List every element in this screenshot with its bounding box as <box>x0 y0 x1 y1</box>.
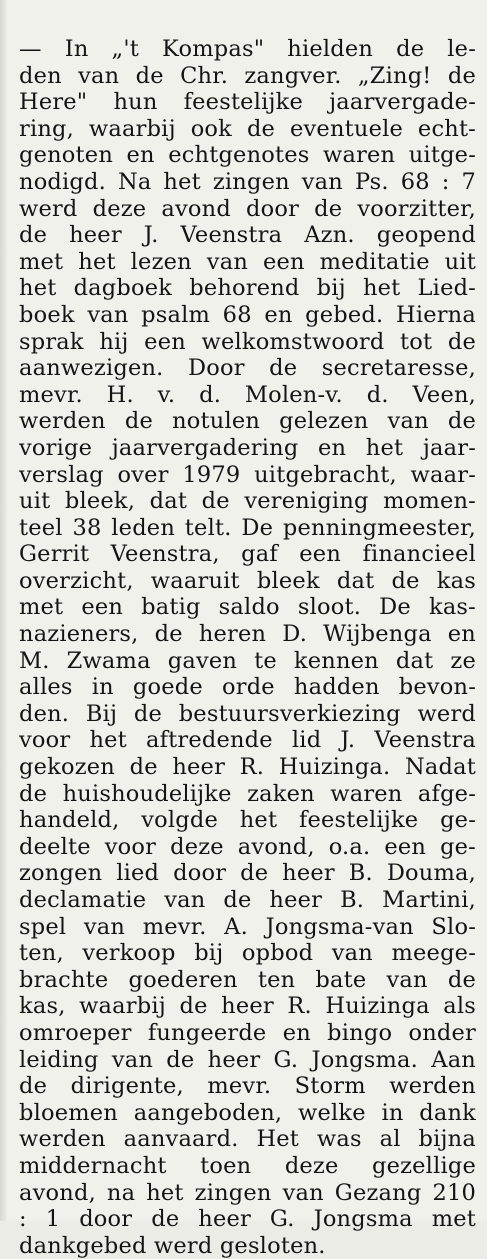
article-line: kas, waarbij de heer R. Huizinga als <box>19 993 476 1020</box>
article-line: genoten en echtgenotes waren uitge- <box>19 142 476 169</box>
article-body <box>19 36 476 1259</box>
article-line: middernacht toen deze gezellige <box>19 1152 476 1179</box>
article-line: vorige jaarvergadering en het jaar- <box>19 434 476 461</box>
article-line: de heer J. Veenstra Azn. geopend <box>19 222 476 249</box>
article-line: teel 38 leden telt. De penningmeester, <box>19 514 476 541</box>
article-line: M. Zwama gaven te kennen dat ze <box>19 647 476 674</box>
article-line: omroeper fungeerde en bingo onder <box>19 1019 476 1046</box>
article-line: de dirigente, mevr. Storm werden <box>19 1073 476 1100</box>
article-line: ring, waarbij ook de eventuele echt- <box>19 115 476 142</box>
article-line: met het lezen van een meditatie uit <box>19 248 476 275</box>
article-line: met een batig saldo sloot. De kas- <box>19 594 476 621</box>
article-line: voor het aftredende lid J. Veenstra <box>19 727 476 754</box>
article-line: zongen lied door de heer B. Douma, <box>19 860 476 887</box>
article-line: — In „'t Kompas" hielden de le- <box>19 36 476 62</box>
article-line: Gerrit Veenstra, gaf een financieel <box>19 541 476 568</box>
article-line: overzicht, waaruit bleek dat de kas <box>19 567 476 594</box>
article-line: nazieners, de heren D. Wijbenga en <box>19 621 476 648</box>
article-line: leiding van de heer G. Jongsma. Aan <box>19 1046 476 1073</box>
article-line: declamatie van de heer B. Martini, <box>19 887 476 913</box>
article-line: handeld, volgde het feestelijke ge- <box>19 807 476 834</box>
article-line: : 1 door de heer G. Jongsma met <box>19 1206 476 1233</box>
article-line: verslag over 1979 uitgebracht, waar- <box>19 461 476 488</box>
article-line: werden de notulen gelezen van de <box>19 408 476 435</box>
article-line: werd deze avond door de voorzitter, <box>19 195 476 222</box>
article-line: sprak hij een welkomstwoord tot de <box>19 328 476 355</box>
article-line: dankgebed werd gesloten. <box>19 1232 326 1259</box>
article-line: uit bleek, dat de vereniging momen- <box>19 488 476 515</box>
article-line: bloemen aangeboden, welke in dank <box>19 1099 476 1126</box>
article-line: brachte goederen ten bate van de <box>19 966 476 993</box>
article-line: den. Bij de bestuursverkiezing werd <box>19 700 476 727</box>
article-line: nodigd. Na het zingen van Ps. 68 : 7 <box>19 168 476 195</box>
article-line: ten, verkoop bij opbod van meege- <box>19 940 476 967</box>
article-line: de huishoudelijke zaken waren afge- <box>19 780 476 807</box>
article-line: spel van mevr. A. Jongsma-van Slo- <box>19 913 476 940</box>
article-line: werden aanvaard. Het was al bijna <box>19 1126 476 1153</box>
article-line: het dagboek behorend bij het Lied- <box>19 275 476 302</box>
article-line: alles in goede orde hadden bevon- <box>19 674 476 701</box>
article-line: aanwezigen. Door de secretaresse, <box>19 355 476 382</box>
article-line: den van de Chr. zangver. „Zing! de <box>19 62 476 89</box>
article-line: gekozen de heer R. Huizinga. Nadat <box>19 754 476 781</box>
article-line: deelte voor deze avond, o.a. een ge- <box>19 833 476 860</box>
scan-edge <box>0 0 7 1221</box>
article-line: boek van psalm 68 en gebed. Hierna <box>19 301 476 328</box>
article-line: avond, na het zingen van Gezang 210 <box>19 1179 476 1206</box>
article-line: mevr. H. v. d. Molen-v. d. Veen, <box>19 381 476 408</box>
article-line: Here" hun feestelijke jaarvergade- <box>19 89 476 116</box>
